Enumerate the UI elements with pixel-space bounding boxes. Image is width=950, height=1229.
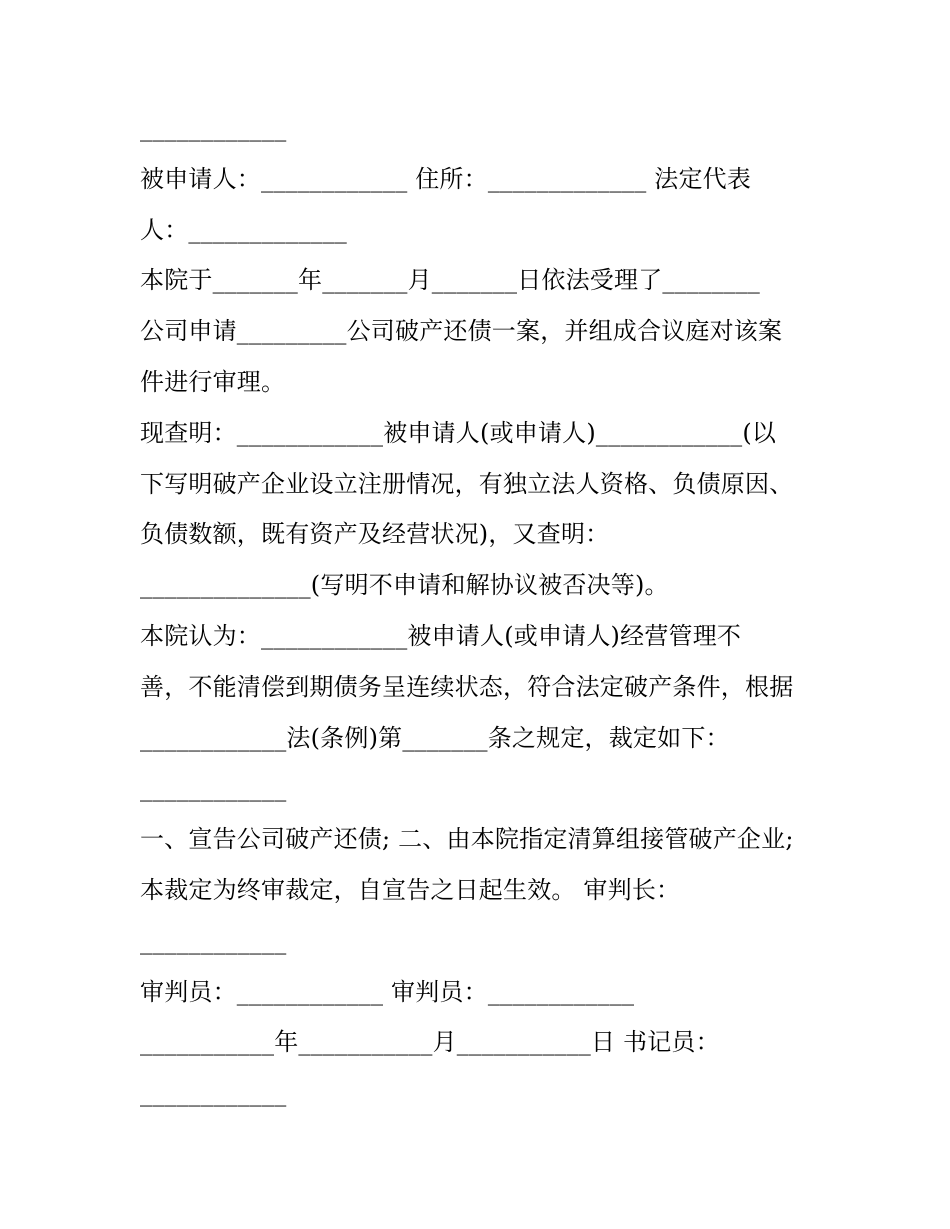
ruling-blank: ____________ (140, 774, 287, 803)
case-description-line: 公司申请_________公司破产还债一案，并组成合议庭对该案 (140, 317, 783, 346)
court-opinion-line-3: ____________法(条例)第_______条之规定，裁定如下： (140, 723, 730, 752)
clerk-blank: ____________ (140, 1079, 287, 1108)
document-page (140, 103, 820, 1119)
acceptance-date-line: 本院于_______年_______月_______日依法受理了________ (140, 266, 760, 295)
findings-line-2: 下写明破产企业设立注册情况，有独立法人资格、负债原因、 (140, 469, 794, 498)
court-opinion-line-2: 善，不能清偿到期债务呈连续状态，符合法定破产条件，根据 (140, 672, 794, 701)
findings-line: 现查明：____________被申请人(或申请人)____________(以 (140, 418, 777, 447)
signature-blank-top: ____________ (140, 114, 287, 142)
final-ruling-line: 本裁定为终审裁定，自宣告之日起生效。 审判长： (140, 875, 681, 904)
chief-judge-blank: ____________ (140, 926, 287, 955)
ruling-items-line: 一、宣告公司破产还债; 二、由本院指定清算组接管破产企业; (140, 825, 794, 854)
date-clerk-line: ___________年___________月___________日 书记员： (140, 1028, 720, 1057)
findings-line-3: 负债数额，既有资产及经营状况)，又查明： (140, 520, 610, 549)
respondent-line: 被申请人：____________ 住所：_____________ 法定代表 (140, 164, 752, 193)
judges-line: 审判员：____________ 审判员：____________ (140, 977, 635, 1006)
respondent-line-cont: 人：_____________ (140, 215, 347, 244)
court-opinion-line: 本院认为：____________被申请人(或申请人)经营管理不 (140, 621, 742, 650)
findings-line-4: ______________(写明不申请和解协议被否决等)。 (140, 571, 669, 600)
case-description-line-cont: 件进行审理。 (140, 367, 286, 396)
